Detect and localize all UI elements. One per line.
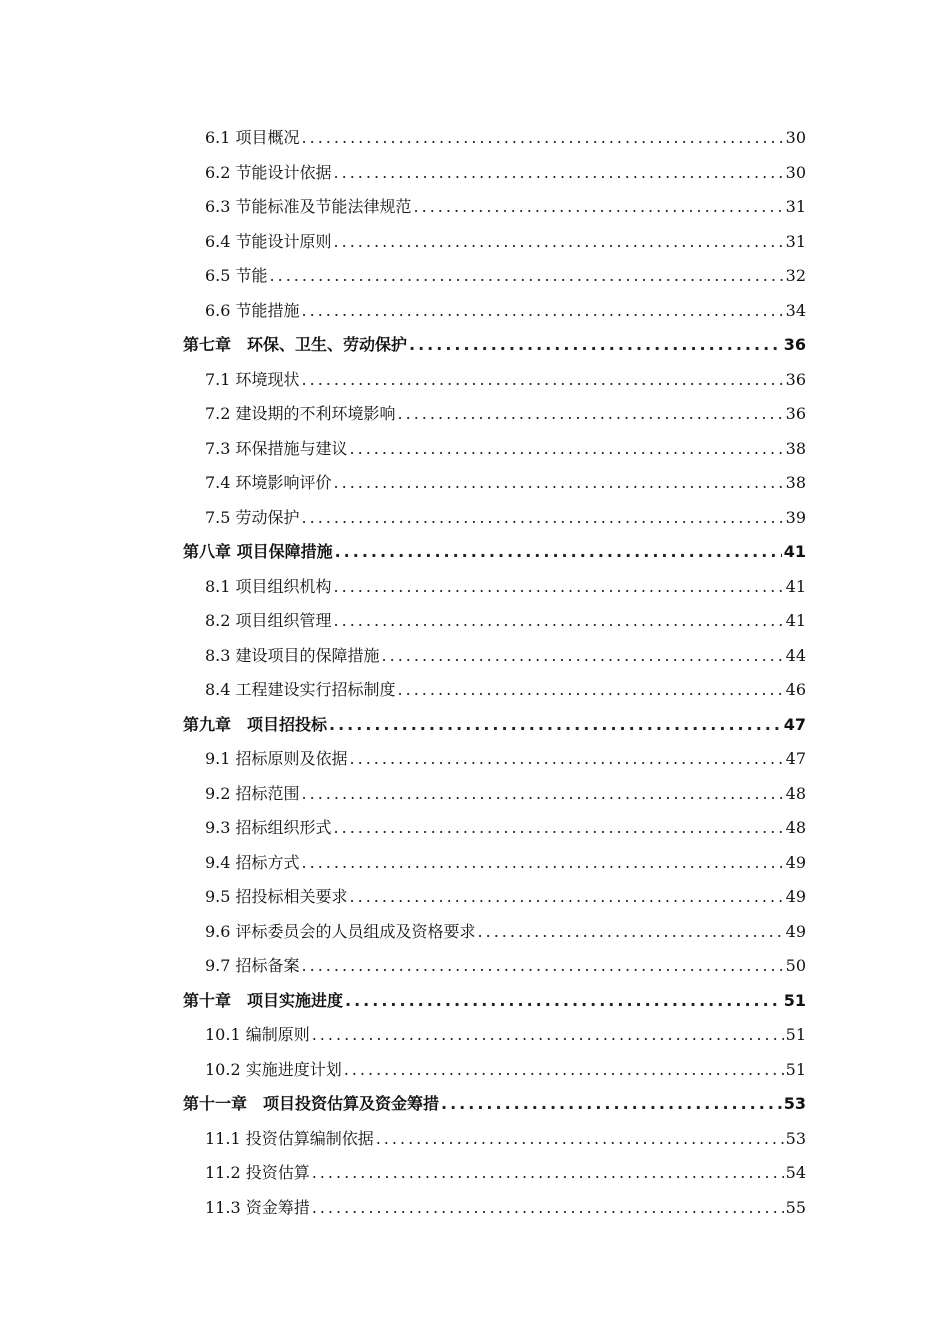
toc-section-entry[interactable] [183, 294, 806, 329]
toc-dot-leader [382, 639, 784, 674]
toc-entry-title: 8.2 项目组织管理 [205, 611, 332, 630]
toc-section-entry[interactable] [183, 811, 806, 846]
toc-entry-page: 47 [783, 714, 806, 734]
toc-entry-title: 第九章 项目招投标 [183, 714, 328, 734]
toc-entry-page: 41 [785, 576, 806, 596]
toc-section-entry[interactable] [183, 880, 806, 915]
toc-entry-title: 6.1 项目概况 [205, 128, 300, 147]
table-of-contents [183, 121, 806, 1225]
toc-dot-leader [334, 604, 784, 639]
toc-section-entry[interactable] [183, 639, 806, 674]
toc-entry-page: 51 [785, 1059, 806, 1079]
toc-dot-leader [335, 535, 782, 570]
toc-section-entry[interactable] [183, 363, 806, 398]
toc-entry-title: 6.6 节能措施 [205, 300, 300, 320]
toc-dot-leader [398, 397, 784, 432]
toc-section-entry[interactable] [183, 190, 806, 225]
toc-entry-page: 47 [785, 749, 806, 768]
toc-chapter-entry[interactable] [183, 1087, 806, 1122]
toc-entry-page: 36 [785, 369, 806, 389]
toc-entry-page: 48 [785, 818, 806, 837]
toc-entry-page: 49 [785, 852, 806, 872]
toc-entry-page: 44 [785, 645, 806, 665]
toc-entry-page: 48 [785, 783, 806, 803]
toc-entry-title: 7.5 劳动保护 [205, 507, 300, 527]
toc-section-entry[interactable] [183, 1191, 806, 1226]
toc-entry-title: 8.1 项目组织机构 [205, 576, 332, 596]
toc-entry-title: 第十章 项目实施进度 [183, 990, 344, 1010]
toc-dot-leader [478, 915, 784, 950]
toc-entry-page: 53 [785, 1128, 806, 1148]
toc-dot-leader [350, 742, 784, 777]
toc-entry-page: 30 [785, 162, 806, 182]
toc-entry-title: 10.1 编制原则 [205, 1025, 310, 1044]
toc-entry-title: 9.1 招标原则及依据 [205, 749, 348, 768]
toc-entry-page: 32 [785, 266, 806, 285]
toc-chapter-entry[interactable] [183, 328, 806, 363]
toc-entry-page: 54 [785, 1163, 806, 1182]
toc-dot-leader [334, 156, 784, 191]
toc-entry-title: 第八章 项目保障措施 [183, 542, 333, 561]
toc-entry-page: 51 [785, 1025, 806, 1044]
toc-dot-leader [302, 501, 784, 536]
toc-section-entry[interactable] [183, 846, 806, 881]
toc-entry-title: 8.3 建设项目的保障措施 [205, 645, 380, 665]
toc-dot-leader [302, 777, 784, 812]
toc-section-entry[interactable] [183, 1156, 806, 1191]
toc-entry-title: 9.6 评标委员会的人员组成及资格要求 [205, 921, 476, 941]
toc-section-entry[interactable] [183, 501, 806, 536]
toc-entry-title: 11.3 资金筹措 [205, 1197, 310, 1217]
toc-section-entry[interactable] [183, 570, 806, 605]
toc-entry-title: 9.5 招投标相关要求 [205, 887, 348, 906]
toc-section-entry[interactable] [183, 121, 806, 156]
toc-dot-leader [334, 225, 784, 260]
toc-entry-page: 34 [785, 300, 806, 320]
toc-entry-title: 第七章 环保、卫生、劳动保护 [183, 335, 408, 354]
toc-section-entry[interactable] [183, 1053, 806, 1088]
toc-entry-page: 36 [783, 335, 806, 354]
toc-chapter-entry[interactable] [183, 708, 806, 743]
toc-dot-leader [302, 121, 784, 156]
toc-entry-title: 7.4 环境影响评价 [205, 473, 332, 492]
toc-entry-title: 6.5 节能 [205, 266, 268, 285]
toc-entry-title: 7.1 环境现状 [205, 369, 300, 389]
toc-dot-leader [344, 1053, 784, 1088]
toc-entry-title: 9.7 招标备案 [205, 956, 300, 975]
toc-section-entry[interactable] [183, 466, 806, 501]
toc-entry-title: 第十一章 项目投资估算及资金筹措 [183, 1094, 440, 1113]
toc-entry-title: 7.3 环保措施与建议 [205, 438, 348, 458]
toc-dot-leader [376, 1122, 784, 1157]
toc-section-entry[interactable] [183, 949, 806, 984]
toc-dot-leader [312, 1156, 784, 1191]
toc-dot-leader [302, 949, 784, 984]
toc-entry-page: 49 [785, 921, 806, 941]
toc-dot-leader [302, 846, 784, 881]
toc-entry-page: 53 [783, 1094, 806, 1113]
toc-dot-leader [302, 294, 784, 329]
toc-section-entry[interactable] [183, 1018, 806, 1053]
toc-entry-page: 31 [785, 197, 806, 216]
toc-entry-page: 41 [783, 542, 806, 561]
toc-entry-title: 7.2 建设期的不利环境影响 [205, 404, 396, 423]
toc-dot-leader [441, 1087, 782, 1122]
toc-entry-page: 39 [785, 507, 806, 527]
toc-entry-page: 30 [785, 128, 806, 147]
toc-dot-leader [398, 673, 784, 708]
toc-section-entry[interactable] [183, 915, 806, 950]
toc-entry-page: 41 [785, 611, 806, 630]
toc-section-entry[interactable] [183, 742, 806, 777]
toc-dot-leader [312, 1018, 784, 1053]
toc-dot-leader [334, 466, 784, 501]
toc-section-entry[interactable] [183, 397, 806, 432]
toc-entry-title: 6.2 节能设计依据 [205, 162, 332, 182]
toc-entry-title: 8.4 工程建设实行招标制度 [205, 680, 396, 699]
toc-dot-leader [270, 259, 784, 294]
toc-entry-page: 51 [783, 990, 806, 1010]
toc-dot-leader [414, 190, 784, 225]
toc-entry-page: 50 [785, 956, 806, 975]
toc-entry-title: 11.2 投资估算 [205, 1163, 310, 1182]
toc-entry-page: 38 [785, 438, 806, 458]
toc-entry-page: 38 [785, 473, 806, 492]
toc-dot-leader [409, 328, 782, 363]
toc-section-entry[interactable] [183, 604, 806, 639]
toc-entry-page: 36 [785, 404, 806, 423]
toc-dot-leader [350, 432, 784, 467]
toc-section-entry[interactable] [183, 777, 806, 812]
toc-chapter-entry[interactable] [183, 984, 806, 1019]
toc-entry-title: 6.3 节能标准及节能法律规范 [205, 197, 412, 216]
toc-chapter-entry[interactable] [183, 535, 806, 570]
toc-entry-page: 31 [785, 231, 806, 251]
toc-entry-title: 6.4 节能设计原则 [205, 231, 332, 251]
toc-entry-title: 10.2 实施进度计划 [205, 1059, 342, 1079]
toc-dot-leader [334, 811, 784, 846]
toc-entry-page: 46 [785, 680, 806, 699]
toc-dot-leader [312, 1191, 784, 1226]
toc-dot-leader [334, 570, 784, 605]
toc-section-entry[interactable] [183, 673, 806, 708]
toc-section-entry[interactable] [183, 1122, 806, 1157]
toc-section-entry[interactable] [183, 156, 806, 191]
toc-entry-title: 9.2 招标范围 [205, 783, 300, 803]
toc-entry-page: 55 [785, 1197, 806, 1217]
toc-entry-page: 49 [785, 887, 806, 906]
toc-entry-title: 11.1 投资估算编制依据 [205, 1128, 374, 1148]
toc-section-entry[interactable] [183, 432, 806, 467]
toc-dot-leader [345, 984, 782, 1019]
toc-section-entry[interactable] [183, 225, 806, 260]
toc-dot-leader [329, 708, 782, 743]
toc-dot-leader [350, 880, 784, 915]
toc-section-entry[interactable] [183, 259, 806, 294]
toc-entry-title: 9.3 招标组织形式 [205, 818, 332, 837]
toc-entry-title: 9.4 招标方式 [205, 852, 300, 872]
toc-dot-leader [302, 363, 784, 398]
